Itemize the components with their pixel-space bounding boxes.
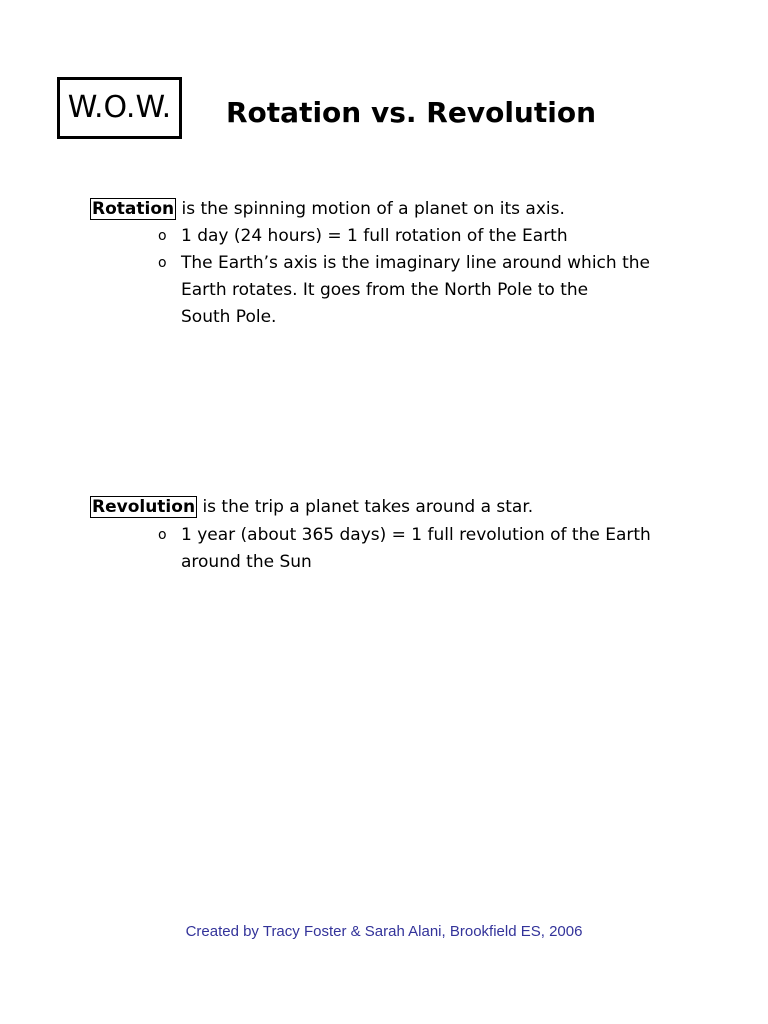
bullet-mark: o — [158, 527, 167, 543]
revolution-definition — [90, 496, 533, 518]
bullet-mark: o — [158, 228, 167, 244]
rotation-definition-text: is the spinning motion of a planet on its axis. — [176, 199, 565, 219]
rotation-bullet-2 — [158, 250, 650, 331]
rotation-definition — [90, 198, 565, 220]
wow-badge: W.O.W. — [57, 77, 182, 139]
bullet-mark: o — [158, 255, 167, 271]
revolution-definition-text: is the trip a planet takes around a star. — [197, 497, 534, 517]
page-title: Rotation vs. Revolution — [226, 96, 597, 129]
footer-credit: Created by Tracy Foster & Sarah Alani, Brookfield ES, 2006 — [185, 923, 583, 940]
revolution-bullet-1 — [158, 522, 651, 576]
revolution-term: Revolution — [92, 497, 196, 517]
rotation-bullet-1 — [158, 223, 568, 250]
bullet-text: 1 day (24 hours) = 1 full rotation of the Earth — [181, 226, 568, 246]
bullet-text: 1 year (about 365 days) = 1 full revolution of the Earth around the Sun — [181, 525, 651, 572]
rotation-term: Rotation — [92, 199, 175, 219]
bullet-text: The Earth’s axis is the imaginary line around which the Earth rotates. It goes from the North Pole to the South Pole. — [181, 253, 650, 327]
